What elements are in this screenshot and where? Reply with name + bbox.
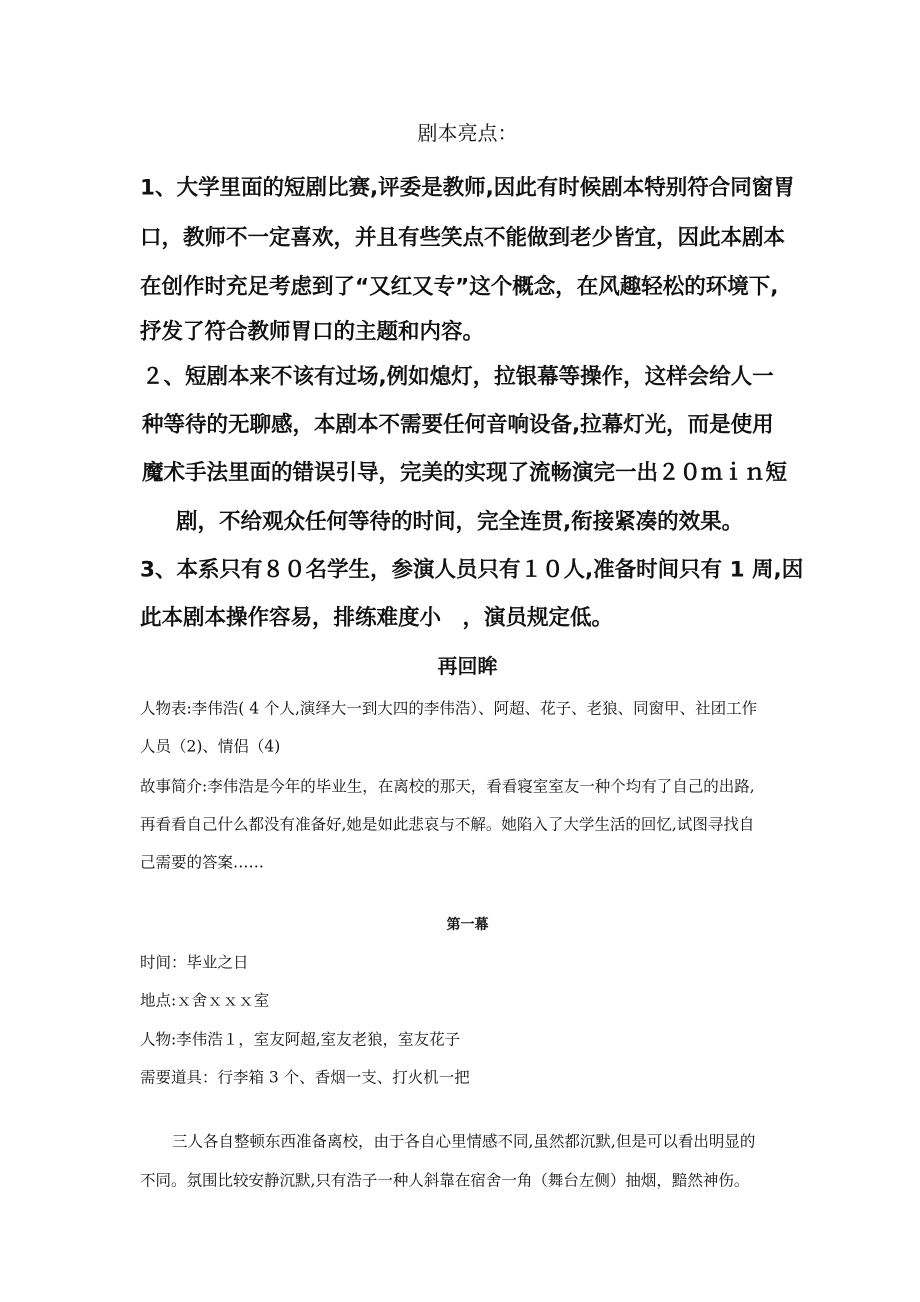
- act1-title: 第一幕: [446, 917, 489, 933]
- highlight-3-line: 3、本系只有８０名学生，参演人员只有１０人,准备时间只有 1 周,因: [140, 557, 804, 583]
- act1-body-line: 三人各自整顿东西准备离校，由于各自心里情感不同,虽然都沉默,但是可以看出明显的: [172, 1132, 756, 1151]
- synopsis-line: 再看看自己什么都没有准备好,她是如此悲哀与不解。她陷入了大学生活的回忆,试图寻找自: [140, 815, 755, 834]
- highlight-3-line: 此本剧本操作容易，排练难度小 ，演员规定低。: [140, 605, 614, 631]
- highlights-title: 剧本亮点：: [417, 121, 518, 145]
- act1-people: 人物:李伟浩１，室友阿超,室友老狼，室友花子: [140, 1030, 461, 1049]
- highlight-1-line: 在创作时充足考虑到了“又红又专”这个概念，在风趣轻松的环境下,: [140, 274, 779, 300]
- cast-line: 人物表:李伟浩( 4 个人,演绎大一到大四的李伟浩）、阿超、花子、老狼、同窗甲、社团工作: [140, 699, 758, 718]
- act1-time: 时间：毕业之日: [140, 953, 249, 972]
- synopsis-line: 故事简介:李伟浩是今年的毕业生，在离校的那天，看看寝室室友一种个均有了自己的出路,: [140, 777, 755, 796]
- highlight-2-line: 种等待的无聊感，本剧本不需要任何音响设备,拉幕灯光，而是使用: [142, 412, 774, 438]
- act1-place: 地点:ｘ舍ｘｘｘ室: [140, 991, 270, 1010]
- highlight-1-line: 抒发了符合教师胃口的主题和内容。: [140, 319, 485, 345]
- cast-line: 人员（2)、情侣（4): [140, 737, 281, 756]
- act1-props: 需要道具：行李箱 3 个、香烟一支、打火机一把: [140, 1068, 470, 1087]
- highlight-2-line: 魔术手法里面的错误引导，完美的实现了流畅演完一出２０ｍｉｎ短: [142, 460, 788, 486]
- highlight-1-line: 口，教师不一定喜欢，并且有些笑点不能做到老少皆宜，因此本剧本: [140, 225, 786, 251]
- act1-body-line: 不同。氛围比较安静沉默,只有浩子一种人斜靠在宿舍一角（舞台左侧）抽烟，黯然神伤。: [140, 1171, 750, 1190]
- highlight-2-line: 剧，不给观众任何等待的时间，完全连贯,衔接紧凑的效果。: [176, 509, 744, 535]
- highlight-2-line: ２、短剧本来不该有过场,例如熄灯，拉银幕等操作，这样会给人一: [142, 364, 774, 390]
- play-title: 再回眸: [437, 654, 498, 678]
- synopsis-line: 己需要的答案……: [140, 853, 265, 872]
- highlight-1-line: 1、大学里面的短剧比赛,评委是教师,因此有时候剧本特别符合同窗胃: [140, 175, 795, 201]
